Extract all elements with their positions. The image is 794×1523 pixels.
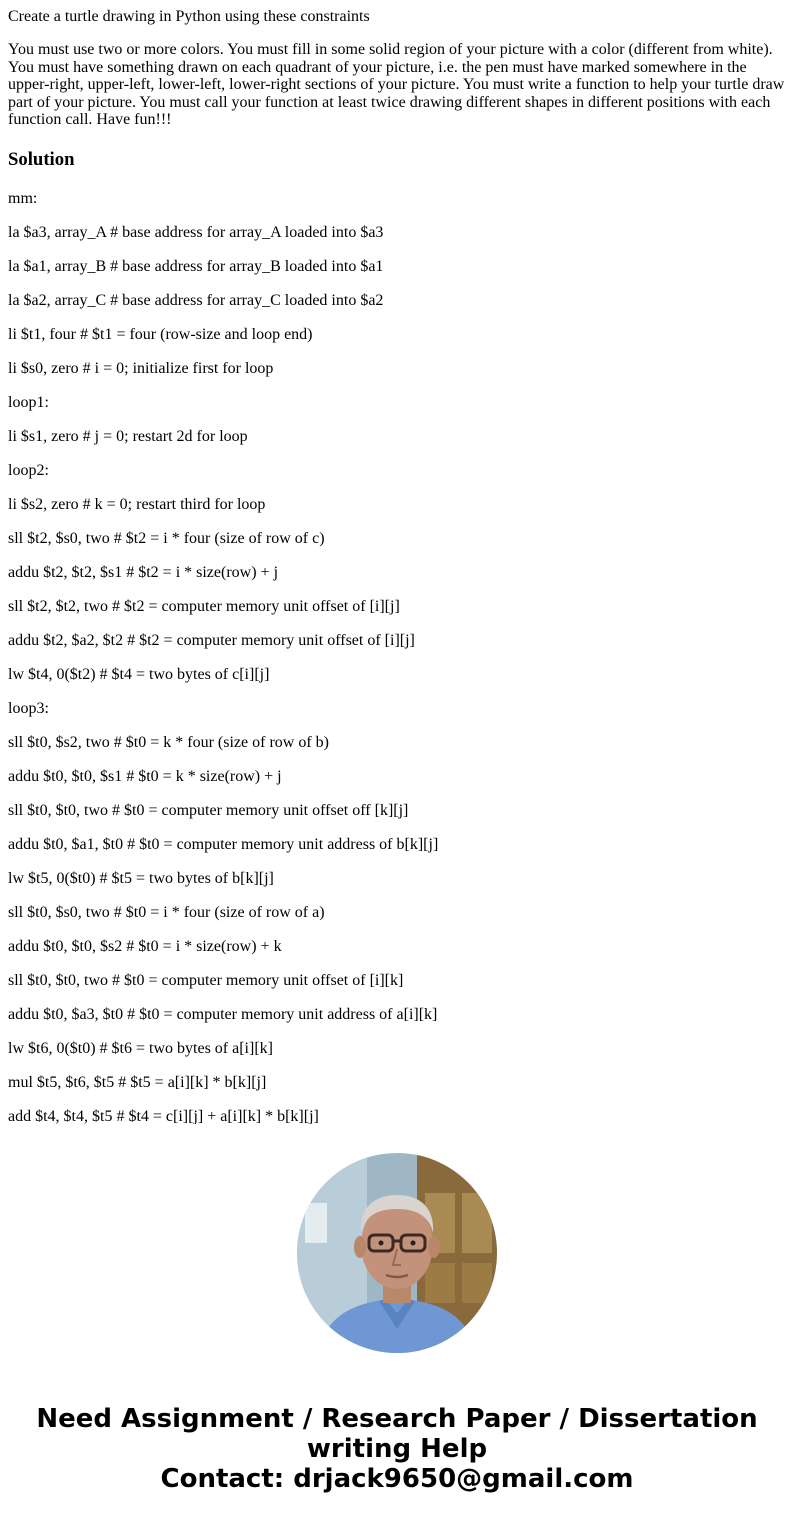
promo-contact: Contact: drjack9650@gmail.com bbox=[160, 1464, 634, 1494]
promo-line-2: writing Help bbox=[306, 1434, 488, 1464]
code-line: li $t1, four # $t1 = four (row-size and loop end) bbox=[8, 325, 313, 343]
code-line: la $a1, array_B # base address for array_B loaded into $a1 bbox=[8, 257, 384, 275]
tutor-portrait-image bbox=[297, 1153, 497, 1353]
code-line: addu $t0, $t0, $s1 # $t0 = k * size(row) + j bbox=[8, 767, 282, 785]
code-line: la $a3, array_A # base address for array_A loaded into $a3 bbox=[8, 223, 384, 241]
promo-line-1: Need Assignment / Research Paper / Dissertation bbox=[36, 1404, 758, 1434]
question-body: You must use two or more colors. You must fill in some solid region of your picture with a color (different from white). You must have something drawn on each quadrant of your picture, i.e. the pen must have marked somewhere in the upper-right, upper-left, lower-left, lower-right sections of your picture. You must write a function to help your turtle draw part of your picture. You must call your function at least twice drawing different shapes in different positions with each function call. Have fun!!! bbox=[8, 41, 785, 129]
code-line: mm: bbox=[8, 189, 38, 207]
code-line: mul $t5, $t6, $t5 # $t5 = a[i][k] * b[k][j] bbox=[8, 1073, 267, 1091]
code-line: lw $t4, 0($t2) # $t4 = two bytes of c[i][j] bbox=[8, 665, 270, 683]
code-line: li $s0, zero # i = 0; initialize first for loop bbox=[8, 359, 274, 377]
code-line: addu $t2, $t2, $s1 # $t2 = i * size(row) + j bbox=[8, 563, 279, 581]
code-line: lw $t5, 0($t0) # $t5 = two bytes of b[k][j] bbox=[8, 869, 274, 887]
code-line: sll $t0, $t0, two # $t0 = computer memory unit offset of [i][k] bbox=[8, 971, 404, 989]
code-line: loop1: bbox=[8, 393, 49, 411]
code-line: loop3: bbox=[8, 699, 49, 717]
code-line: sll $t0, $t0, two # $t0 = computer memory unit offset off [k][j] bbox=[8, 801, 409, 819]
document-content bbox=[8, 0, 786, 1124]
solution-code bbox=[8, 189, 786, 1124]
solution-heading: Solution bbox=[8, 148, 75, 170]
code-line: addu $t2, $a2, $t2 # $t2 = computer memory unit offset of [i][j] bbox=[8, 631, 415, 649]
code-line: sll $t0, $s2, two # $t0 = k * four (size of row of b) bbox=[8, 733, 329, 751]
code-line: lw $t6, 0($t0) # $t6 = two bytes of a[i][k] bbox=[8, 1039, 273, 1057]
promo-banner bbox=[0, 1404, 794, 1494]
code-line: sll $t2, $t2, two # $t2 = computer memory unit offset of [i][j] bbox=[8, 597, 400, 615]
code-line: loop2: bbox=[8, 461, 49, 479]
code-line: li $s1, zero # j = 0; restart 2d for loop bbox=[8, 427, 248, 445]
question-title: Create a turtle drawing in Python using these constraints bbox=[8, 8, 370, 25]
code-line: addu $t0, $t0, $s2 # $t0 = i * size(row) + k bbox=[8, 937, 282, 955]
code-line: la $a2, array_C # base address for array_C loaded into $a2 bbox=[8, 291, 384, 309]
code-line: li $s2, zero # k = 0; restart third for loop bbox=[8, 495, 266, 513]
code-line: addu $t0, $a3, $t0 # $t0 = computer memory unit address of a[i][k] bbox=[8, 1005, 438, 1023]
code-line: add $t4, $t4, $t5 # $t4 = c[i][j] + a[i][k] * b[k][j] bbox=[8, 1107, 319, 1124]
code-line: sll $t0, $s0, two # $t0 = i * four (size of row of a) bbox=[8, 903, 325, 921]
tutor-avatar bbox=[297, 1153, 497, 1353]
code-line: addu $t0, $a1, $t0 # $t0 = computer memory unit address of b[k][j] bbox=[8, 835, 439, 853]
code-line: sll $t2, $s0, two # $t2 = i * four (size of row of c) bbox=[8, 529, 325, 547]
